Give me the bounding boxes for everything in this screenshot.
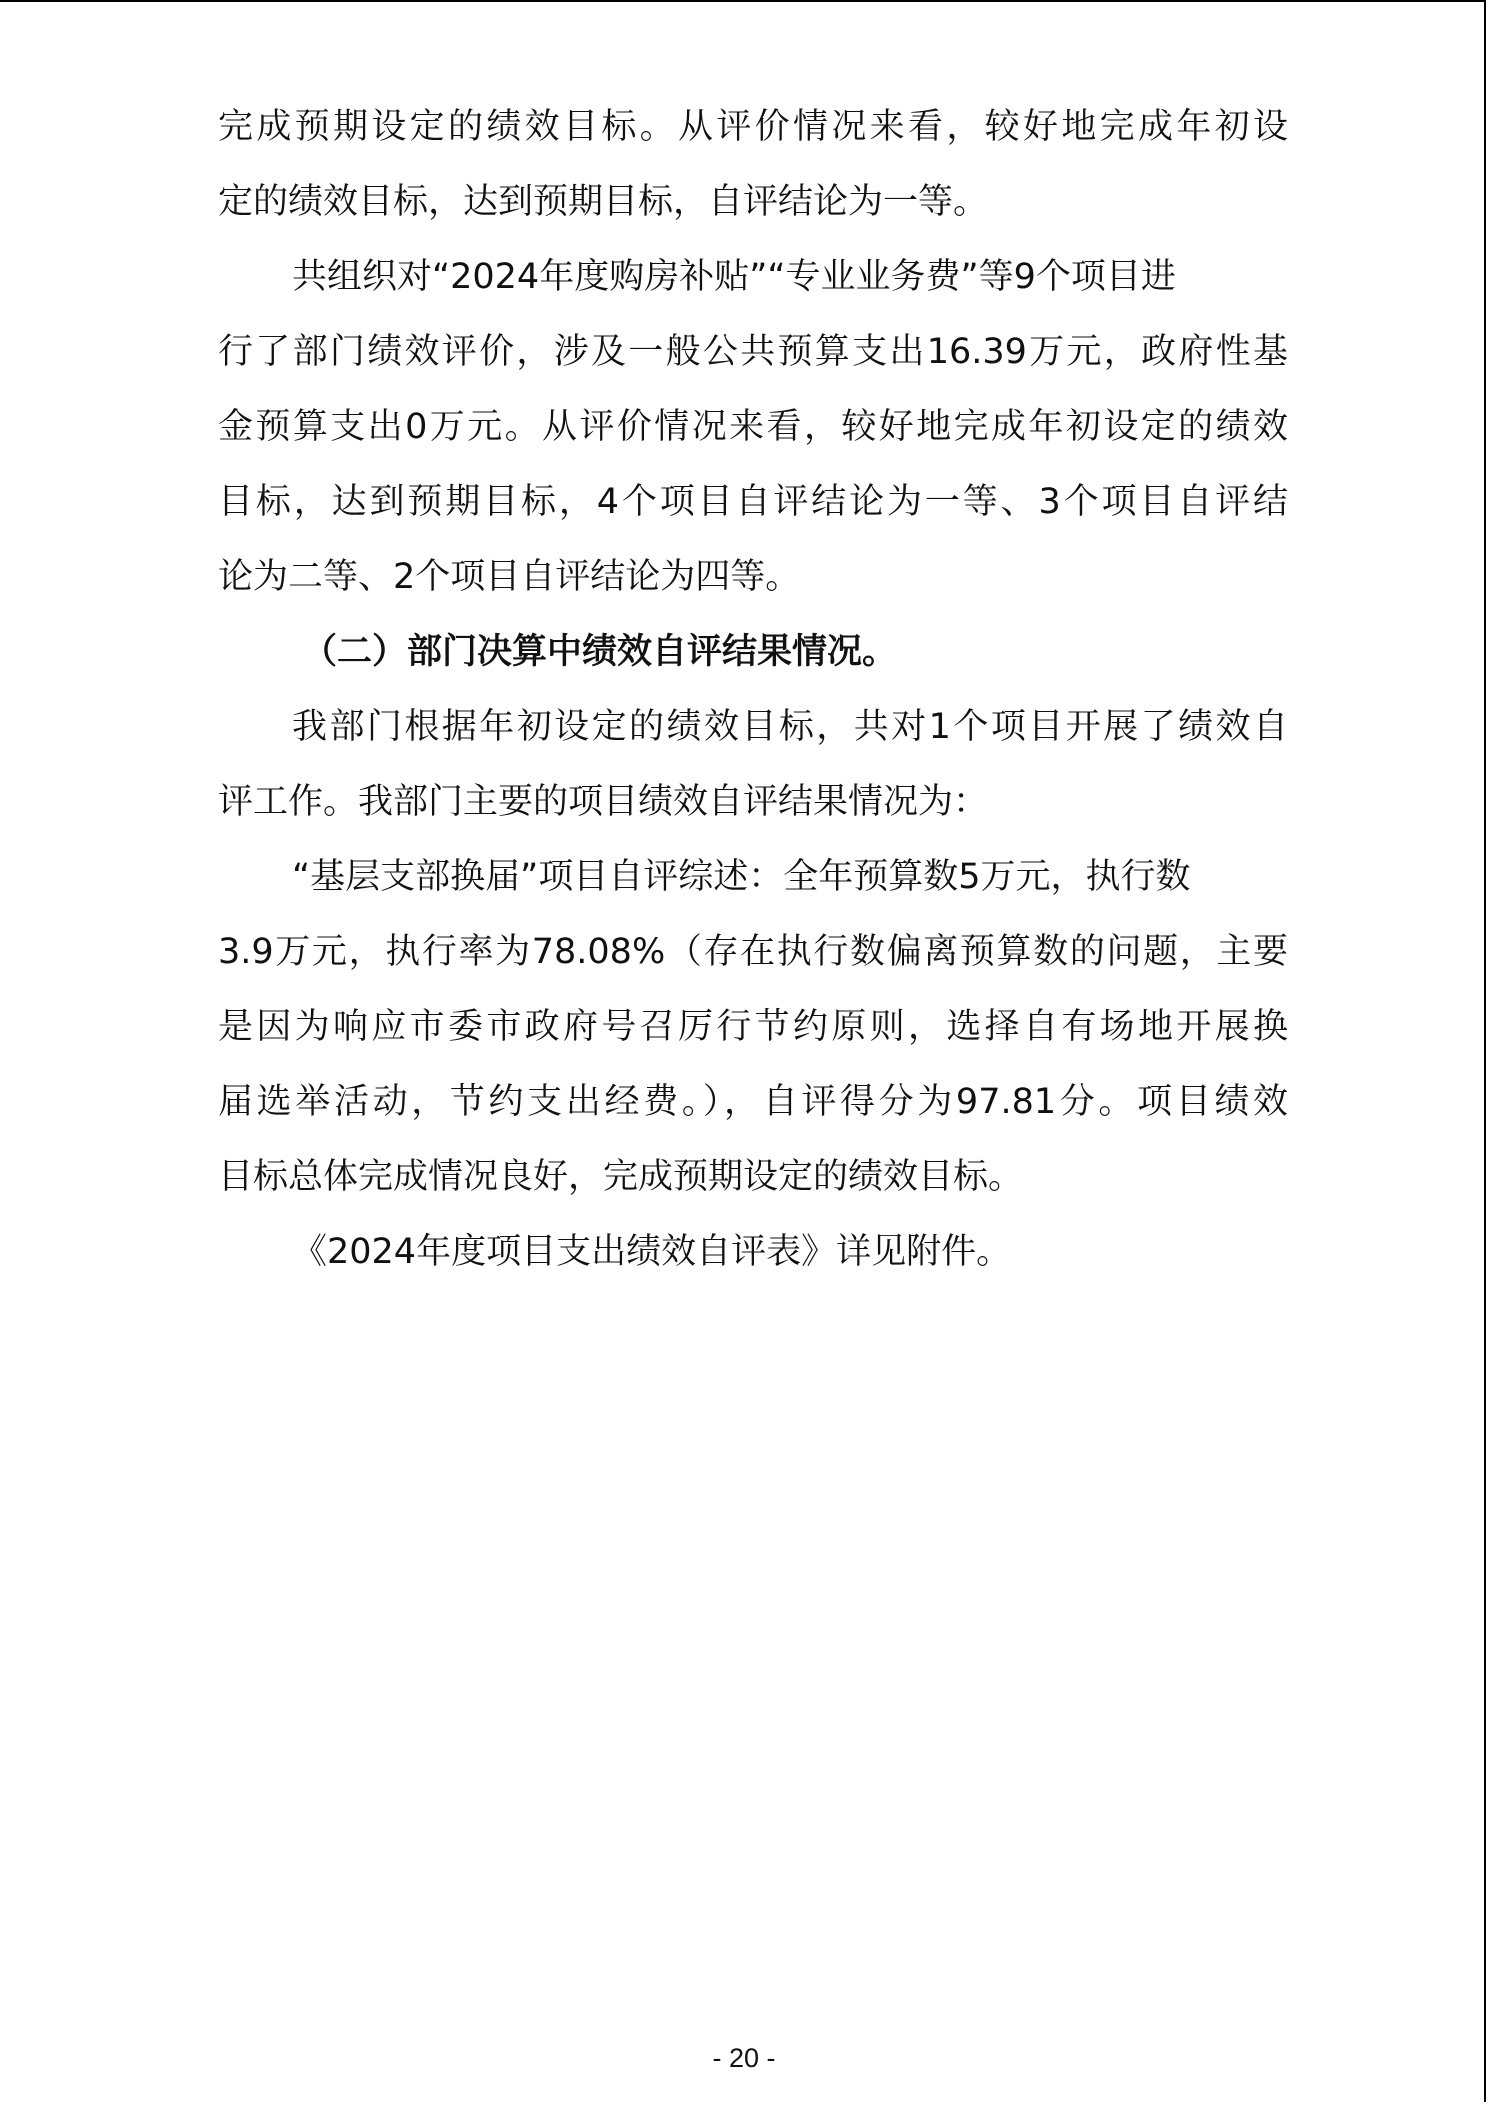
text-line: 《2024年度项目支出绩效自评表》详见附件。: [292, 1232, 1012, 1272]
text-line: 共组织对“2024年度购房补贴”“专业业务费”等9个项目进: [292, 257, 1176, 297]
text-line: 评工作。我部门主要的项目绩效自评结果情况为：: [218, 782, 989, 822]
text-line: 3.9万元，执行率为78.08%（存在执行数偏离预算数的问题，主要: [218, 932, 1288, 972]
section-heading: （二）部门决算中绩效自评结果情况。: [302, 632, 898, 672]
document-body: [218, 90, 1288, 1290]
text-line: 是因为响应市委市政府号召厉行节约原则，选择自有场地开展换: [218, 1007, 1288, 1047]
text-line: 目标总体完成情况良好，完成预期设定的绩效目标。: [218, 1157, 1024, 1197]
page-number: - 20 -: [712, 2043, 776, 2073]
text-line: 届选举活动，节约支出经费。），自评得分为97.81分。项目绩效: [218, 1082, 1288, 1122]
text-line: 论为二等、2个项目自评结论为四等。: [218, 557, 801, 597]
text-line: “基层支部换届”项目自评综述：全年预算数5万元，执行数: [292, 857, 1191, 897]
text-line: 完成预期设定的绩效目标。从评价情况来看，较好地完成年初设: [218, 107, 1288, 147]
text-line: 金预算支出0万元。从评价情况来看，较好地完成年初设定的绩效: [218, 407, 1288, 447]
text-line: 我部门根据年初设定的绩效目标，共对1个项目开展了绩效自: [292, 707, 1288, 747]
text-line: 行了部门绩效评价，涉及一般公共预算支出16.39万元，政府性基: [218, 332, 1288, 372]
text-line: 定的绩效目标，达到预期目标，自评结论为一等。: [218, 182, 989, 222]
text-line: 目标，达到预期目标，4个项目自评结论为一等、3个项目自评结: [218, 482, 1288, 522]
